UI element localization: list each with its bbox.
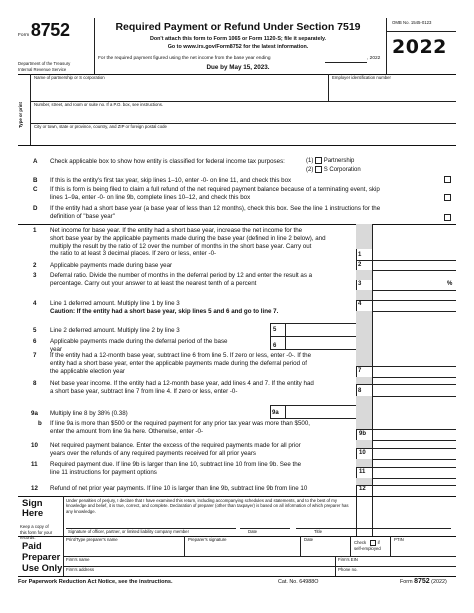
penalties-of-perjury: Under penalties of perjury, I declare that I have examined this return, including accompanying schedules and statements, and to the best of my knowledge and belief, it is true, correct, and complete. Declaration of preparer (other than taxpayer) is based on all information of which preparer has any knowledge. — [66, 498, 349, 514]
line-11-text: Required payment due. If line 9b is larger than line 10, subtract line 10 from line 9b. See the line 11 instructions for payment options — [50, 461, 302, 476]
line-9b-num: b — [38, 420, 42, 427]
line-12-text: Refund of net prior year payments. If line 10 is larger than line 9b, subtract line 9b from line 10 — [50, 485, 308, 492]
officer-signature-field[interactable] — [66, 516, 236, 527]
line-10-text: Net required payment balance. Enter the excess of the required payments made for all prior years over the refunds of any required payments received for all prior years — [50, 442, 301, 457]
name-label: Name of partnership or S corporation — [34, 75, 105, 80]
ein-label: Employer identification number — [332, 75, 391, 80]
sign-date-field[interactable] — [240, 516, 290, 527]
preparer-signature-field[interactable] — [186, 544, 298, 554]
line-7-num: 7 — [33, 352, 37, 359]
phone-label: Phone no. — [338, 567, 358, 572]
preparer-date-label: Date — [304, 537, 314, 542]
ptin-label: PTIN — [394, 537, 404, 542]
title-field[interactable] — [296, 516, 451, 527]
line-8-num: 8 — [33, 380, 37, 387]
line-12-box-label: 12 — [359, 486, 366, 492]
line-5-input[interactable] — [286, 324, 355, 335]
line-3-text: Deferral ratio. Divide the number of months in the deferral period by 12 and enter the result as a percentage. Carry out your answer to at least the nearest tenth of a percent — [50, 272, 313, 287]
percent-sign: % — [447, 281, 453, 287]
first-year-checkbox[interactable] — [444, 176, 451, 183]
firm-ein-label: Firm's EIN — [338, 557, 358, 562]
line-1-text: Net income for base year. If the entity had a short base year, increase the net income for the short base year by the applicable payments made during the base year (defined in line 2 below), and multiply the result by the ratio of 12 over the number of months in the short base year. Carry out the ratio to at least 3 decimal places. If zero or less, enter -0- — [50, 227, 326, 258]
omb-number: OMB No. 1545-0123 — [392, 20, 432, 25]
form-label: Form — [18, 33, 30, 38]
line-12-num: 12 — [31, 485, 38, 492]
subtitle-2: Go to www.irs.gov/Form8752 for the latest information. — [167, 44, 309, 50]
line-4-caution: Caution: If the entity had a short base year, skip lines 5 and 6 and go to line 7. — [50, 307, 279, 315]
preparer-date-field[interactable] — [302, 544, 348, 554]
line-5-num: 5 — [33, 327, 37, 334]
letter-a: A — [33, 158, 38, 165]
address-field[interactable] — [32, 109, 452, 122]
keep-copy-note: Keep a copy of this form for your records. — [20, 524, 53, 541]
line-8-text: Net base year income. If the entity had a 12-month base year, add lines 4 and 7. If the entity had a short base year, subtract line 7 from line 4. If zero or less, enter -0- — [50, 380, 314, 395]
line-2-text: Applicable payments made during base year — [50, 262, 173, 269]
letter-d: D — [33, 205, 38, 212]
line-9a-text: Multiply line 8 by 38% (0.38) — [50, 410, 128, 417]
form-number: 8752 — [30, 20, 70, 40]
subtitle-1: Don't attach this form to Form 1065 or Form 1120-S; file it separately. — [149, 36, 327, 42]
department — [18, 61, 70, 72]
sign-here-title: Sign Here — [22, 498, 44, 520]
line-1-num: 1 — [33, 227, 37, 234]
line-4-text: Line 1 deferred amount. Multiply line 1 by line 3 Caution: If the entity had a short base year, skip lines 5 and 6 and go to line 7. — [50, 300, 352, 316]
line-6-input[interactable] — [286, 337, 355, 348]
line-2-num: 2 — [33, 262, 37, 269]
line-7-input[interactable] — [373, 366, 455, 376]
letter-b: B — [33, 177, 38, 184]
line-4-input[interactable] — [373, 301, 455, 310]
form-title: Required Payment or Refund Under Section 7519 — [115, 21, 361, 33]
phone-field[interactable] — [362, 567, 454, 575]
partnership-checkbox[interactable] — [315, 157, 322, 164]
line-9b-input[interactable] — [373, 429, 455, 439]
due-date: Due by May 15, 2023. — [206, 64, 270, 71]
period-year: , 2022 — [367, 56, 381, 61]
line-4-num: 4 — [33, 300, 37, 307]
preparer-name-label: Print/Type preparer's name — [66, 537, 118, 542]
sign-date-label: Date — [248, 529, 258, 534]
title-label: Title — [314, 529, 322, 534]
line-8-box-label: 8 — [358, 388, 362, 394]
line-9a-num: 9a — [31, 410, 38, 417]
line-8-input[interactable] — [373, 385, 455, 395]
line-3-input[interactable] — [373, 280, 443, 289]
letter-c: C — [33, 186, 38, 193]
section-d-text: If the entity had a short base year (a base year of less than 12 months), check this box. See the line 1 instructions for the definition of "base year" — [50, 205, 381, 220]
firm-address-label: Firm's address — [66, 567, 95, 572]
firm-name-label: Firm's name — [66, 557, 90, 562]
line-2-box-label: 2 — [358, 262, 362, 268]
section-c-text: If this is form is being filed to claim a full refund of the net required payment balance because of a terminating event, skip lines 1–9a, enter -0- on line 9b, complete lines 10–12, and check this box — [50, 186, 380, 201]
line-5-text: Line 2 deferred amount. Multiply line 2 by line 3 — [50, 327, 180, 334]
s-corp-checkbox[interactable] — [315, 166, 322, 173]
line-1-box-label: 1 — [358, 252, 362, 258]
signature-label: Signature of officer, partner, or limited liability company member — [68, 529, 190, 534]
line-11-box-label: 11 — [359, 469, 366, 475]
footer-form-id: Form 8752 (2022) — [400, 578, 447, 585]
line-1-input[interactable] — [373, 249, 455, 259]
partnership-option: (1) Partnership — [306, 158, 355, 165]
line-7-box-label: 7 — [358, 368, 362, 374]
preparer-name-field[interactable] — [66, 544, 182, 554]
dept-line1: Department of the Treasury — [18, 61, 71, 66]
catalog-number: Cat. No. 64988O — [278, 579, 319, 585]
firm-ein-field[interactable] — [362, 557, 454, 565]
line-3-box-label: 3 — [358, 281, 362, 287]
form-label-group — [18, 20, 70, 41]
city-label: City or town, state or province, country, and ZIP or foreign postal code — [34, 124, 167, 129]
short-base-year-checkbox[interactable] — [444, 214, 451, 221]
line-6-num: 6 — [33, 338, 37, 345]
s-corp-option: (2) S Corporation — [306, 167, 361, 174]
line-5-box-label: 5 — [273, 327, 277, 333]
line-10-box-label: 10 — [359, 450, 366, 456]
line-9a-input[interactable] — [286, 406, 355, 417]
line-10-input[interactable] — [373, 449, 455, 458]
address-label: Number, street, and room or suite no. If a P.O. box, see instructions. — [34, 102, 164, 107]
firm-address-field[interactable] — [101, 567, 333, 575]
line-2-input[interactable] — [373, 261, 455, 270]
tax-year: 2022 — [392, 36, 447, 58]
dept-line2: Internal Revenue Service — [18, 66, 67, 72]
line-6-text: Applicable payments made during the deferral period of the base year — [50, 338, 228, 353]
city-field[interactable] — [32, 131, 452, 143]
ptin-field[interactable] — [392, 544, 454, 554]
section-a-text: Check applicable box to show how entity is classified for federal income tax purposes: — [50, 158, 285, 165]
line-9b-text: If line 9a is more than $500 or the required payment for any prior tax year was more than $500, enter the amount from line 9a here. Otherwise, enter -0- — [50, 420, 311, 435]
ein-field[interactable] — [330, 82, 455, 99]
preparer-signature-label: Preparer's signature — [188, 537, 227, 542]
line-4-box-label: 4 — [358, 301, 362, 307]
paperwork-notice: For Paperwork Reduction Act Notice, see the instructions. — [18, 579, 173, 585]
line-10-num: 10 — [31, 442, 38, 449]
line-12-input[interactable] — [373, 485, 455, 494]
line-11-input[interactable] — [373, 468, 455, 477]
line-9a-box-label: 9a — [272, 410, 279, 416]
line-7-text: If the entity had a 12-month base year, subtract line 6 from line 5. If zero or less, enter -0-. If the entity had a short base year, enter the applicable payments made during the deferral period of the applicable election year — [50, 352, 312, 375]
base-year-period — [98, 56, 271, 62]
line-3-num: 3 — [33, 272, 37, 279]
line-11-num: 11 — [31, 461, 38, 468]
line-6-box-label: 6 — [273, 343, 277, 349]
firm-name-field[interactable] — [95, 557, 333, 565]
full-refund-checkbox[interactable] — [444, 194, 451, 201]
line-9b-box-label: 9b — [359, 431, 367, 437]
self-employed-group: Check if self-employed — [354, 540, 381, 551]
type-or-print: Type or print — [18, 102, 23, 128]
paid-preparer-title: Paid Preparer Use Only — [22, 541, 63, 573]
period-text: For the required payment figured using the net income from the base year ending — [98, 56, 271, 61]
name-field[interactable] — [32, 82, 326, 95]
section-b-text: If this is the entity's first tax year, skip lines 1–10, enter -0- on line 11, and check this box — [50, 177, 292, 184]
